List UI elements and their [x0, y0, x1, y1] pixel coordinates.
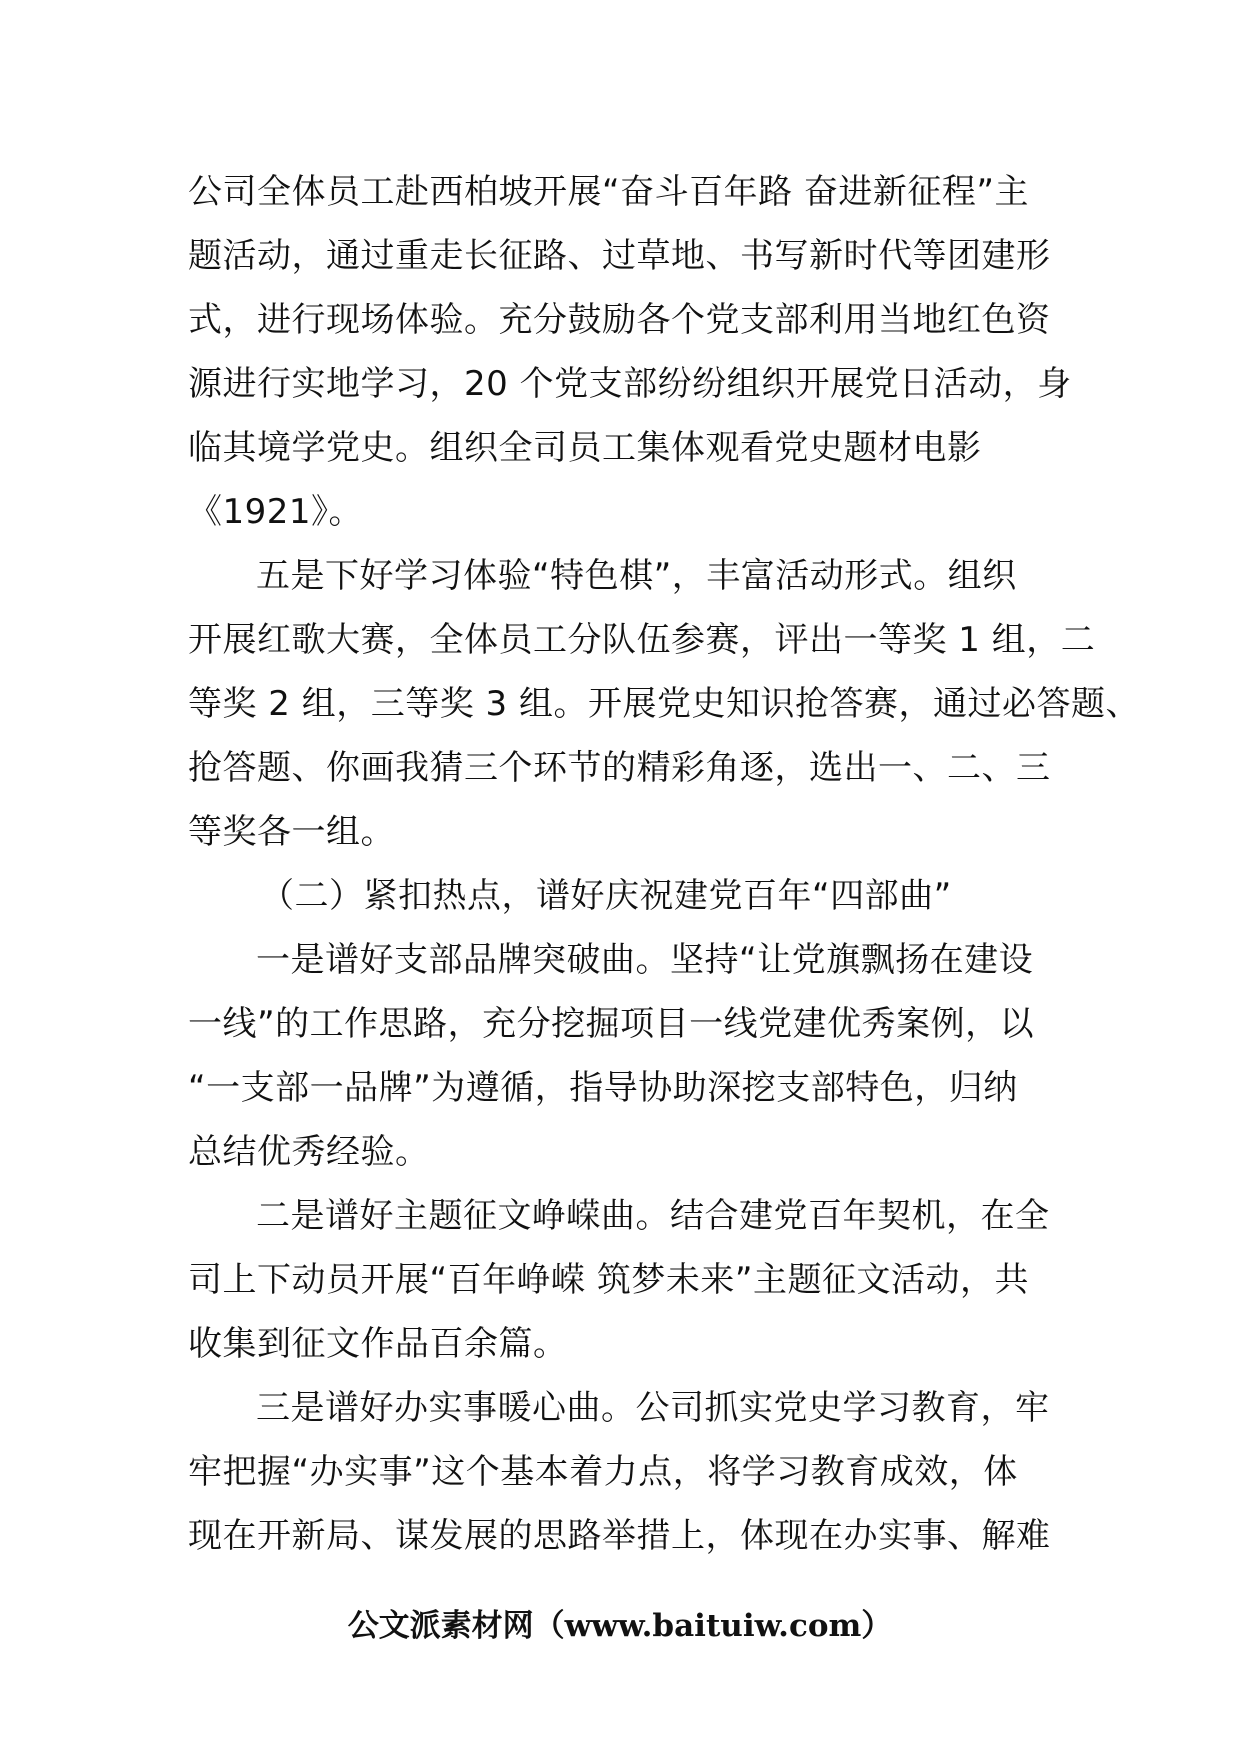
text-line: 抢答题、你画我猜三个环节的精彩角逐，选出一、二、三 — [188, 748, 1051, 788]
text-line: 公司全体员工赴西柏坡开展“奋斗百年路 奋进新征程”主 — [188, 172, 1030, 212]
text-line: “一支部一品牌”为遵循，指导协助深挖支部特色，归纳 — [188, 1068, 1018, 1108]
text-line: 《1921》。 — [188, 492, 364, 532]
text-line: 源进行实地学习，20 个党支部纷纷组织开展党日活动，身 — [188, 364, 1072, 404]
text-line: 司上下动员开展“百年峥嵘 筑梦未来”主题征文活动，共 — [188, 1260, 1030, 1300]
text-line: 一线”的工作思路，充分挖掘项目一线党建优秀案例，以 — [188, 1004, 1035, 1044]
text-line: 牢把握“办实事”这个基本着力点，将学习教育成效，体 — [188, 1452, 1018, 1492]
text-line: 现在开新局、谋发展的思路举措上，体现在办实事、解难 — [188, 1516, 1051, 1556]
text-line: 总结优秀经验。 — [188, 1132, 430, 1172]
paragraph-first-line: 三是谱好办实事暖心曲。公司抓实党史学习教育，牢 — [256, 1388, 1050, 1428]
section-heading: （二）紧扣热点，谱好庆祝建党百年“四部曲” — [260, 876, 952, 916]
text-line: 开展红歌大赛，全体员工分队伍参赛，评出一等奖 1 组，二 — [188, 620, 1096, 660]
text-line: 题活动，通过重走长征路、过草地、书写新时代等团建形 — [188, 236, 1051, 276]
text-line: 收集到征文作品百余篇。 — [188, 1324, 568, 1364]
paragraph-first-line: 二是谱好主题征文峥嵘曲。结合建党百年契机，在全 — [256, 1196, 1050, 1236]
text-line: 临其境学党史。组织全司员工集体观看党史题材电影 — [188, 428, 982, 468]
paragraph-first-line: 一是谱好支部品牌突破曲。坚持“让党旗飘扬在建设 — [256, 940, 1034, 980]
page-footer: 公文派素材网（www.baituiw.com） — [347, 1608, 893, 1644]
document-body — [188, 160, 1140, 1568]
paragraph-first-line: 五是下好学习体验“特色棋”，丰富活动形式。组织 — [256, 556, 1017, 596]
text-line: 等奖 2 组，三等奖 3 组。开展党史知识抢答赛，通过必答题、 — [188, 684, 1140, 724]
text-line: 等奖各一组。 — [188, 812, 395, 852]
text-line: 式，进行现场体验。充分鼓励各个党支部利用当地红色资 — [188, 300, 1051, 340]
